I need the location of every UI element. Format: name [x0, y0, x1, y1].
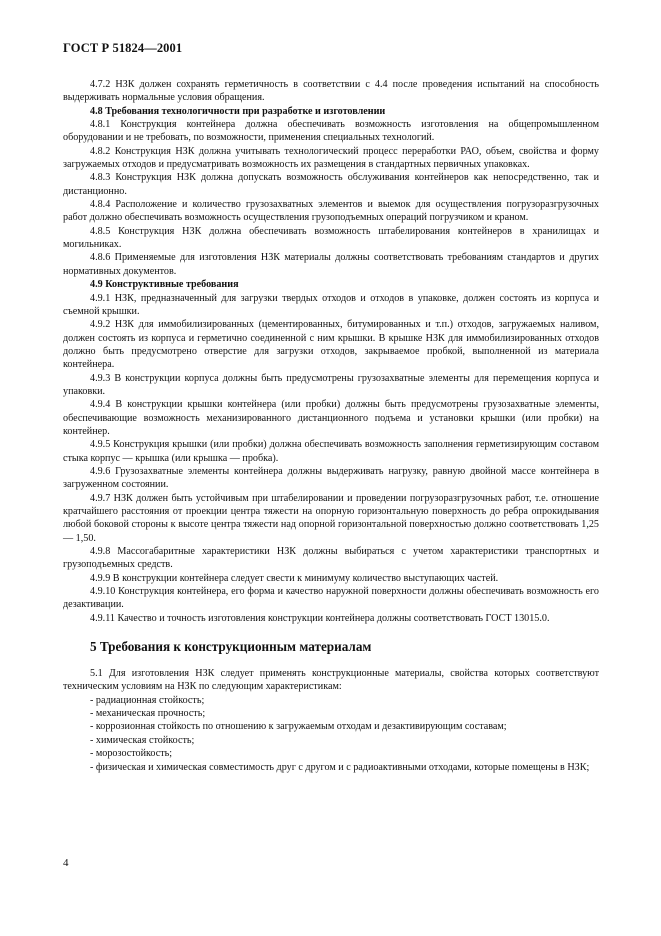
list-item: - механическая прочность;: [90, 708, 206, 720]
paragraph: 4.9.9 В конструкции контейнера следует свести к минимуму количество выступающих частей.: [90, 572, 499, 584]
paragraph: 4.9.3 В конструкции корпуса должны быть предусмотрены грузозахватные элементы для перемещения корпуса и упаковки.: [63, 372, 599, 397]
paragraph: 4.9.6 Грузозахватные элементы контейнера должны выдерживать нагрузку, равную двойной массе контейнера в загруженном состоянии.: [63, 465, 599, 491]
paragraph: 4.8.1 Конструкция контейнера должна обеспечивать возможность изготовления на общепромышленном оборудовании и не требовать, по возможности, применения специальных технологий.: [63, 119, 599, 144]
paragraph: 4.8.6 Применяемые для изготовления НЗК материалы должны соответствовать требованиям стандартов и других нормативных документов.: [63, 252, 599, 277]
paragraph: 4.8.3 Конструкция НЗК должна допускать возможность обслуживания контейнеров как непосредственно, так и дистанционно.: [63, 172, 599, 197]
paragraph: 4.8.2 Конструкция НЗК должна учитывать технологический процесс переработки РАО, объем, свойства и форму загружаемых отходов и предусматривать возможность их размещения в стандартных первичных упаковках.: [63, 145, 599, 171]
paragraph: 4.9.10 Конструкция контейнера, его форма и качество наружной поверхности должны обеспечивать возможность его дезактивации.: [63, 586, 599, 611]
list-item: - физическая и химическая совместимость друг с другом и с радиоактивными отходами, которые помещены в НЗК;: [90, 761, 590, 773]
subsection-heading: 4.8 Требования технологичности при разработке и изготовлении: [90, 105, 386, 117]
subsection-heading: 4.9 Конструктивные требования: [90, 279, 239, 291]
paragraph: 4.9.7 НЗК должен быть устойчивым при штабелировании и проведении погрузоразгрузочных работ, т.е. отношение кратчайшего расстояния от проекции центра тяжести на опорную горизонтальную поверхность до ребра опрокидывания любой боковой стороны к высоте центра тяжести над опорной горизонтальной поверхностью должно соответствовать 1,25 — 1,50.: [63, 492, 599, 544]
page-number: 4: [63, 857, 69, 869]
paragraph: 4.8.4 Расположение и количество грузозахватных элементов и выемок для осуществления погрузоразгрузочных работ должно обеспечивать возможность осуществления грузоподъемных операций погрузчиком и краном.: [63, 199, 599, 224]
paragraph: 4.7.2 НЗК должен сохранять герметичность в соответствии с 4.4 после проведения испытаний на способность выдерживать нормальные условия обращения.: [63, 79, 599, 104]
list-item: - радиационная стойкость;: [90, 694, 205, 706]
paragraph: 4.9.1 НЗК, предназначенный для загрузки твердых отходов и отходов в упаковке, должен состоять из корпуса и съемной крышки.: [63, 292, 599, 317]
paragraph: 4.9.5 Конструкция крышки (или пробки) должна обеспечивать возможность заполнения герметизирующим составом стыка корпус — крышка (или крышка — пробка).: [63, 439, 599, 464]
document-body: [63, 78, 599, 774]
list-item: - химическая стойкость;: [90, 734, 195, 746]
paragraph: 4.9.2 НЗК для иммобилизированных (цементированных, битумированных и т.п.) отходов, загружаемых наливом, должен состоять из корпуса и герметично соединенной с ним крышки. В крышке НЗК для иммобилизированных отходов должно быть предусмотрено отверстие для загрузки отходов, закрываемое пробкой, выполненной из материала контейнера.: [63, 319, 599, 371]
paragraph: 4.9.4 В конструкции крышки контейнера (или пробки) должны быть предусмотрены грузозахватные элементы, обеспечивающие возможность механизированного дистанционного подъема и установки крышки (или пробки) на контейнер.: [63, 399, 599, 437]
document-header: ГОСТ Р 51824—2001: [63, 41, 183, 55]
list-item: - коррозионная стойкость по отношению к загружаемым отходам и дезактивирующим составам;: [90, 721, 507, 733]
section-heading: 5 Требования к конструкционным материалам: [90, 639, 372, 655]
list-item: - морозостойкость;: [90, 748, 173, 760]
paragraph: 4.9.8 Массогабаритные характеристики НЗК должны выбираться с учетом характеристики транспортных и грузоподъемных средств.: [63, 546, 599, 571]
characteristics-list: [63, 694, 599, 774]
paragraph: 4.8.5 Конструкция НЗК должна обеспечивать возможность штабелирования контейнеров в хранилищах и могильниках.: [63, 225, 599, 251]
paragraph: 5.1 Для изготовления НЗК следует применять конструкционные материалы, свойства которых соответствуют техническим условиям на НЗК по следующим характеристикам:: [63, 668, 599, 693]
paragraph: 4.9.11 Качество и точность изготовления конструкции контейнера должны соответствовать ГОСТ 13015.0.: [90, 612, 550, 624]
